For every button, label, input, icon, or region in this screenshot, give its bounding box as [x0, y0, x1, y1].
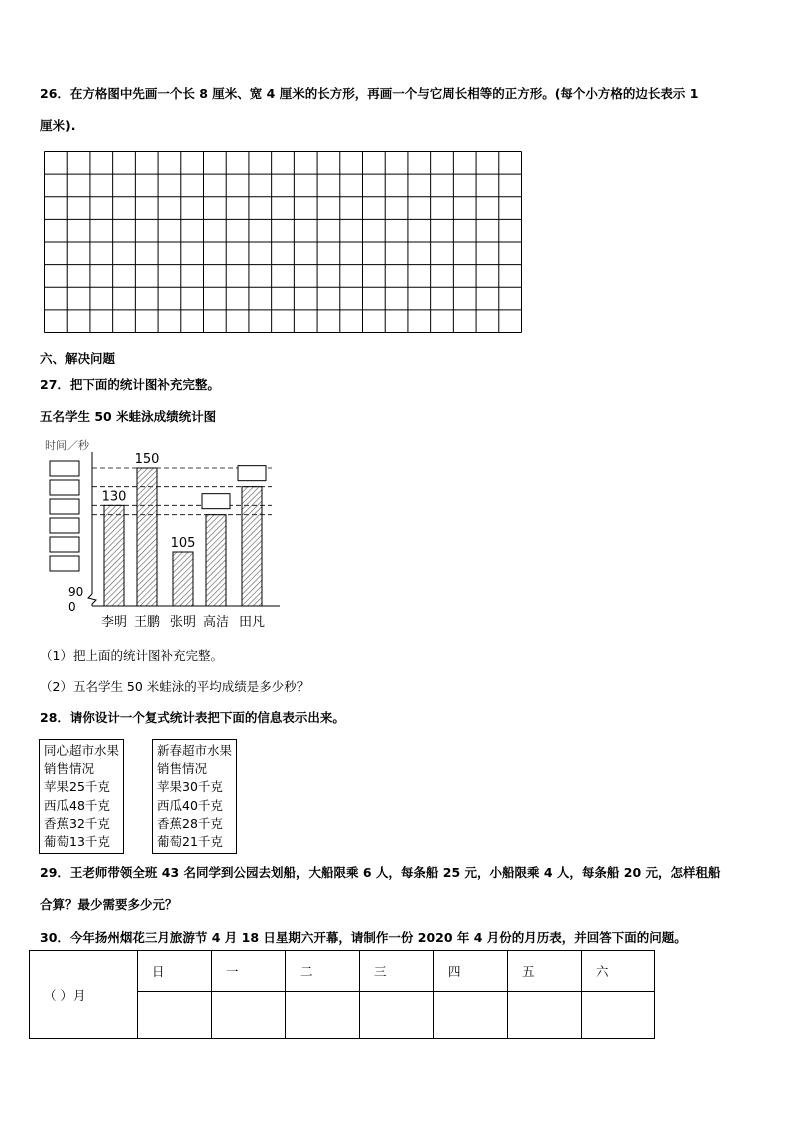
- y-blank-box: [50, 518, 79, 533]
- bar-田凡: [242, 487, 262, 606]
- section-6-heading: 六、解决问题: [40, 351, 116, 366]
- month-label: （ ）月: [44, 987, 86, 1003]
- y-blank-box: [50, 480, 79, 495]
- weekday-header: 三: [360, 951, 434, 992]
- y-tick-label: 90: [68, 585, 84, 599]
- y-blank-box: [50, 499, 79, 514]
- box2-line: 销售情况: [157, 761, 208, 777]
- q27-title: 27．把下面的统计图补充完整。: [40, 377, 220, 392]
- y-blank-box: [50, 461, 79, 476]
- date-cell[interactable]: [434, 992, 508, 1039]
- box1-line: 香蕉32千克: [44, 815, 110, 831]
- box2-line: 香蕉28千克: [157, 815, 223, 831]
- weekday-header: 五: [508, 951, 582, 992]
- x-tick-label: 高洁: [202, 615, 230, 630]
- bar-value-label: 130: [101, 489, 127, 505]
- q28-title: 28．请你设计一个复式统计表把下面的信息表示出来。: [40, 710, 345, 725]
- date-cell[interactable]: [286, 992, 360, 1039]
- x-tick-label: 李明: [100, 615, 128, 630]
- april-calendar-table: [29, 950, 655, 1039]
- bar-value-label: 150: [134, 452, 160, 467]
- x-tick-label: 王鹏: [133, 615, 161, 630]
- month-label-cell[interactable]: [30, 951, 138, 1039]
- q30-title: 30．今年扬州烟花三月旅游节 4 月 18 日星期六开幕，请制作一份 2020 年 4 月份的月历表，并回答下面的问题。: [40, 930, 687, 945]
- bar-value-blank-box: [202, 494, 230, 509]
- q29-line2: 合算？最少需要多少元？: [40, 897, 178, 912]
- bar-value-blank-box: [238, 466, 266, 481]
- bar-value-label: 105: [170, 536, 196, 551]
- y-blank-box: [50, 556, 79, 571]
- weekday-header: 二: [286, 951, 360, 992]
- bar-高洁: [206, 515, 226, 606]
- x-tick-label: 田凡: [238, 615, 266, 630]
- y-axis-label: 时间／秒: [45, 439, 89, 452]
- chart-title: 五名学生 50 米蛙泳成绩统计图: [40, 409, 217, 424]
- date-cell[interactable]: [138, 992, 212, 1039]
- q29-line1: 29．王老师带领全班 43 名同学到公园去划船，大船限乘 6 人，每条船 25 元，小船限乘 4 人，每条船 20 元，怎样租船: [40, 865, 721, 880]
- bar-张明: [173, 552, 193, 606]
- y-tick-label: 0: [68, 600, 76, 614]
- date-cell[interactable]: [212, 992, 286, 1039]
- y-blank-box: [50, 537, 79, 552]
- q26-line2: 厘米).: [40, 118, 76, 133]
- x-tick-label: 张明: [169, 615, 197, 630]
- box1-line: 苹果25千克: [44, 779, 110, 795]
- box2-line: 西瓜40千克: [157, 797, 223, 813]
- supermarket-box-tongxin: [39, 739, 124, 854]
- supermarket-box-xinchun: [152, 739, 237, 854]
- box2-line: 新春超市水果: [157, 743, 233, 758]
- box2-line: 苹果30千克: [157, 779, 223, 795]
- q27-sub1: （1）把上面的统计图补充完整。: [40, 648, 223, 663]
- date-cell[interactable]: [360, 992, 434, 1039]
- q26-line1: 26．在方格图中先画一个长 8 厘米、宽 4 厘米的长方形，再画一个与它周长相等的正方形。(每个小方格的边长表示 1: [40, 86, 699, 101]
- weekday-header: 四: [434, 951, 508, 992]
- date-cell[interactable]: [582, 992, 655, 1039]
- box1-line: 葡萄13千克: [44, 834, 110, 850]
- axis-break: [88, 594, 96, 606]
- weekday-header: 一: [212, 951, 286, 992]
- box1-line: 同心超市水果: [44, 743, 120, 758]
- weekday-header: 日: [138, 951, 212, 992]
- swim-bar-chart: [40, 434, 290, 634]
- box1-line: 西瓜48千克: [44, 797, 110, 813]
- weekday-header: 六: [582, 951, 655, 992]
- bar-王鹏: [137, 468, 157, 606]
- q27-sub2: （2）五名学生 50 米蛙泳的平均成绩是多少秒？: [40, 679, 310, 694]
- date-cell[interactable]: [508, 992, 582, 1039]
- bar-李明: [104, 505, 124, 606]
- square-grid[interactable]: [44, 151, 522, 333]
- box2-line: 葡萄21千克: [157, 834, 223, 850]
- box1-line: 销售情况: [44, 761, 95, 777]
